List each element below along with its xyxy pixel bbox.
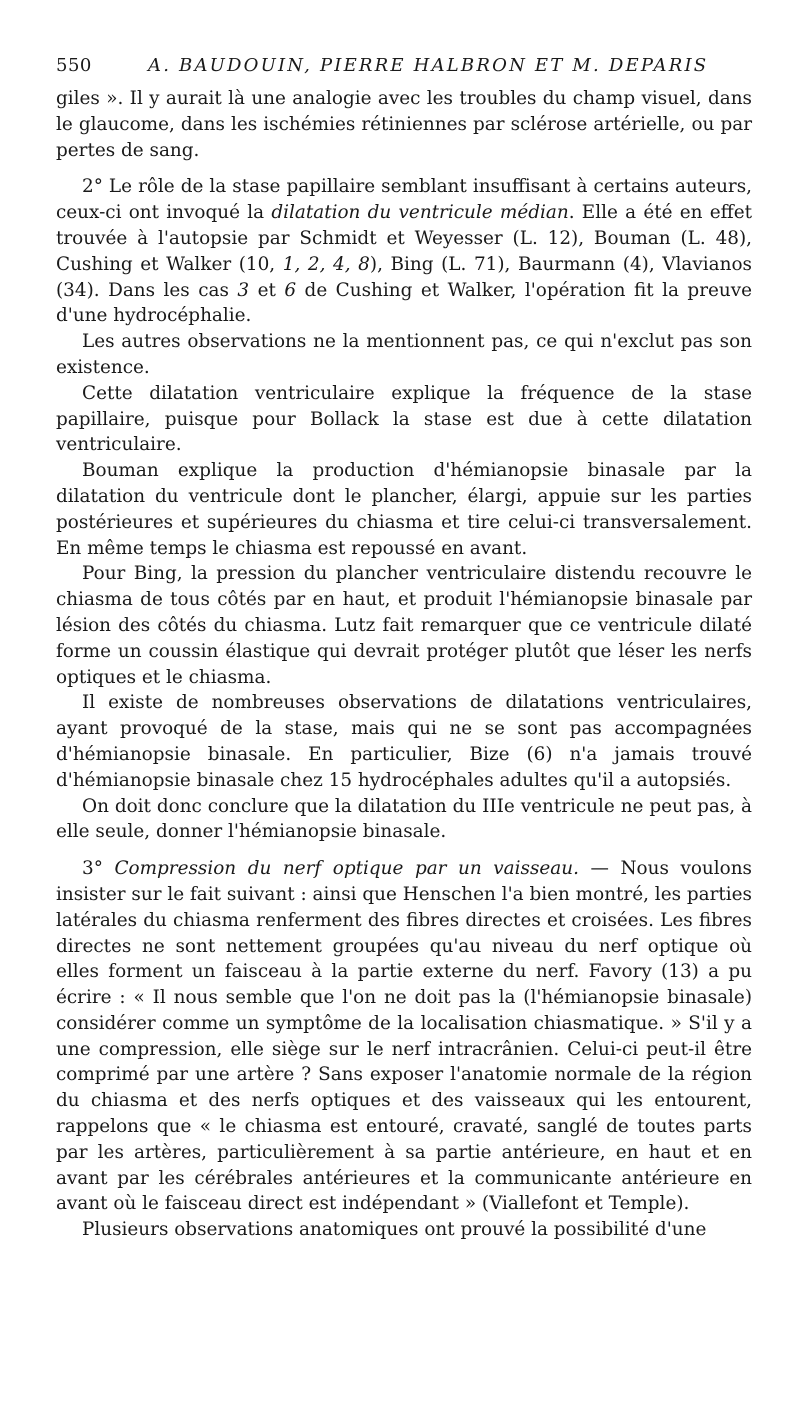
text-run: de Cushing et Walker, l'opération fit la preuve d'une hydrocéphalie. (56, 279, 752, 327)
paragraph (56, 856, 752, 1217)
text-run: 2° Le rôle de la stase papillaire semblant insuffisant à certains auteurs, ceux-ci ont invoqué la (56, 176, 752, 224)
paragraph (56, 174, 752, 329)
italic-text: 1, 2, 4, 8 (282, 253, 370, 275)
italic-text: dilatation du ventricule médian (271, 202, 569, 224)
text-run: Les autres observations ne la mentionnent pas, ce qui n'exclut pas son existence. (56, 331, 752, 378)
body-text (56, 86, 752, 1243)
text-run: . Elle a été en effet trouvée à l'autopsie par Schmidt et Weyesser (L. 12), Bouman (L. 48), Cushing et Walker (10, (56, 202, 752, 275)
italic-text: 6 (284, 279, 297, 301)
page-number: 550 (56, 55, 92, 76)
text-run: et (249, 279, 285, 301)
page (56, 56, 752, 1243)
paragraph (56, 381, 752, 458)
text-run: On doit donc conclure que la dilatation du IIIe ventricule ne peut pas, à elle seule, donner l'hémianopsie binasale. (56, 795, 752, 843)
text-run: Cette dilatation ventriculaire explique la fréquence de la stase papillaire, puisque pour Bollack la stase est due à cette dilatation ventriculaire. (56, 382, 752, 456)
page-header (56, 56, 752, 86)
text-run: 3° (82, 858, 115, 880)
text-run: Il existe de nombreuses observations de dilatations ventriculaires, ayant provoqué de la stase, mais qui ne se sont pas accompagnées d'hémianopsie binasale. En particulier, Bize (6) n'a jamais trouvé d'hémianopsie binasale chez 15 hydrocéphales adultes qu'il a autopsiés. (56, 692, 752, 791)
text-run: ), Bing (L. 71), Baurmann (4), Vlavianos (34). Dans les cas (56, 253, 752, 301)
paragraph (56, 86, 752, 163)
text-run: Pour Bing, la pression du plancher ventriculaire distendu recouvre le chiasma de tous côtés par en haut, et produit l'hémianopsie binasale par lésion des côtés du chiasma. Lutz fait remarquer que ce ventricule dilaté forme un coussin élastique qui devrait protéger plutôt que léser les nerfs optiques et le chiasma. (56, 563, 752, 688)
paragraph (56, 794, 752, 846)
paragraph (56, 690, 752, 793)
paragraph (56, 458, 752, 561)
italic-text: 3 (237, 279, 250, 301)
text-run: Bouman explique la production d'hémianopsie binasale par la dilatation du ventricule dont le plancher, élargi, appuie sur les parties postérieures et supérieures du chiasma et tire celui-ci transversalement. En même temps le chiasma est repoussé en avant. (56, 460, 752, 559)
text-run: Plusieurs observations anatomiques ont prouvé la possibilité d'une (82, 1219, 707, 1241)
paragraph (56, 329, 752, 381)
text-run: — Nous voulons insister sur le fait suivant : ainsi que Henschen l'a bien montré, les parties latérales du chiasma renferment des fibres directes et croisées. Les fibres directes ne sont nettement groupées qu'au niveau du nerf optique où elles forment un faisceau à la partie externe du nerf. Favory (13) a pu écrire : « Il nous semble que l'on ne doit pas la (l'hémianopsie binasale) considérer comme un symptôme de la localisation chiasmatique. » S'il y a une compression, elle siège sur le nerf intracrânien. Celui-ci peut-il être comprimé par une artère ? Sans exposer l'anatomie normale de la région du chiasma et des nerfs optiques et des vaisseaux qui les entourent, rappelons que « le chiasma est entouré, cravaté, sanglé de toutes parts par les artères, particulièrement à sa partie antérieure, en haut et en avant par les cérébrales antérieures et la communicante antérieure en avant où le faisceau direct est indépendant » (Viallefont et Temple). (56, 858, 752, 1215)
italic-text: Compression du nerf optique par un vaisseau. (114, 858, 579, 880)
running-title: A. BAUDOUIN, PIERRE HALBRON ET M. DEPARIS (148, 55, 709, 76)
paragraph (56, 1217, 752, 1243)
text-run: giles ». Il y aurait là une analogie avec les troubles du champ visuel, dans le glaucome, dans les ischémies rétiniennes par sclérose artérielle, ou par pertes de sang. (56, 88, 752, 161)
paragraph (56, 561, 752, 690)
